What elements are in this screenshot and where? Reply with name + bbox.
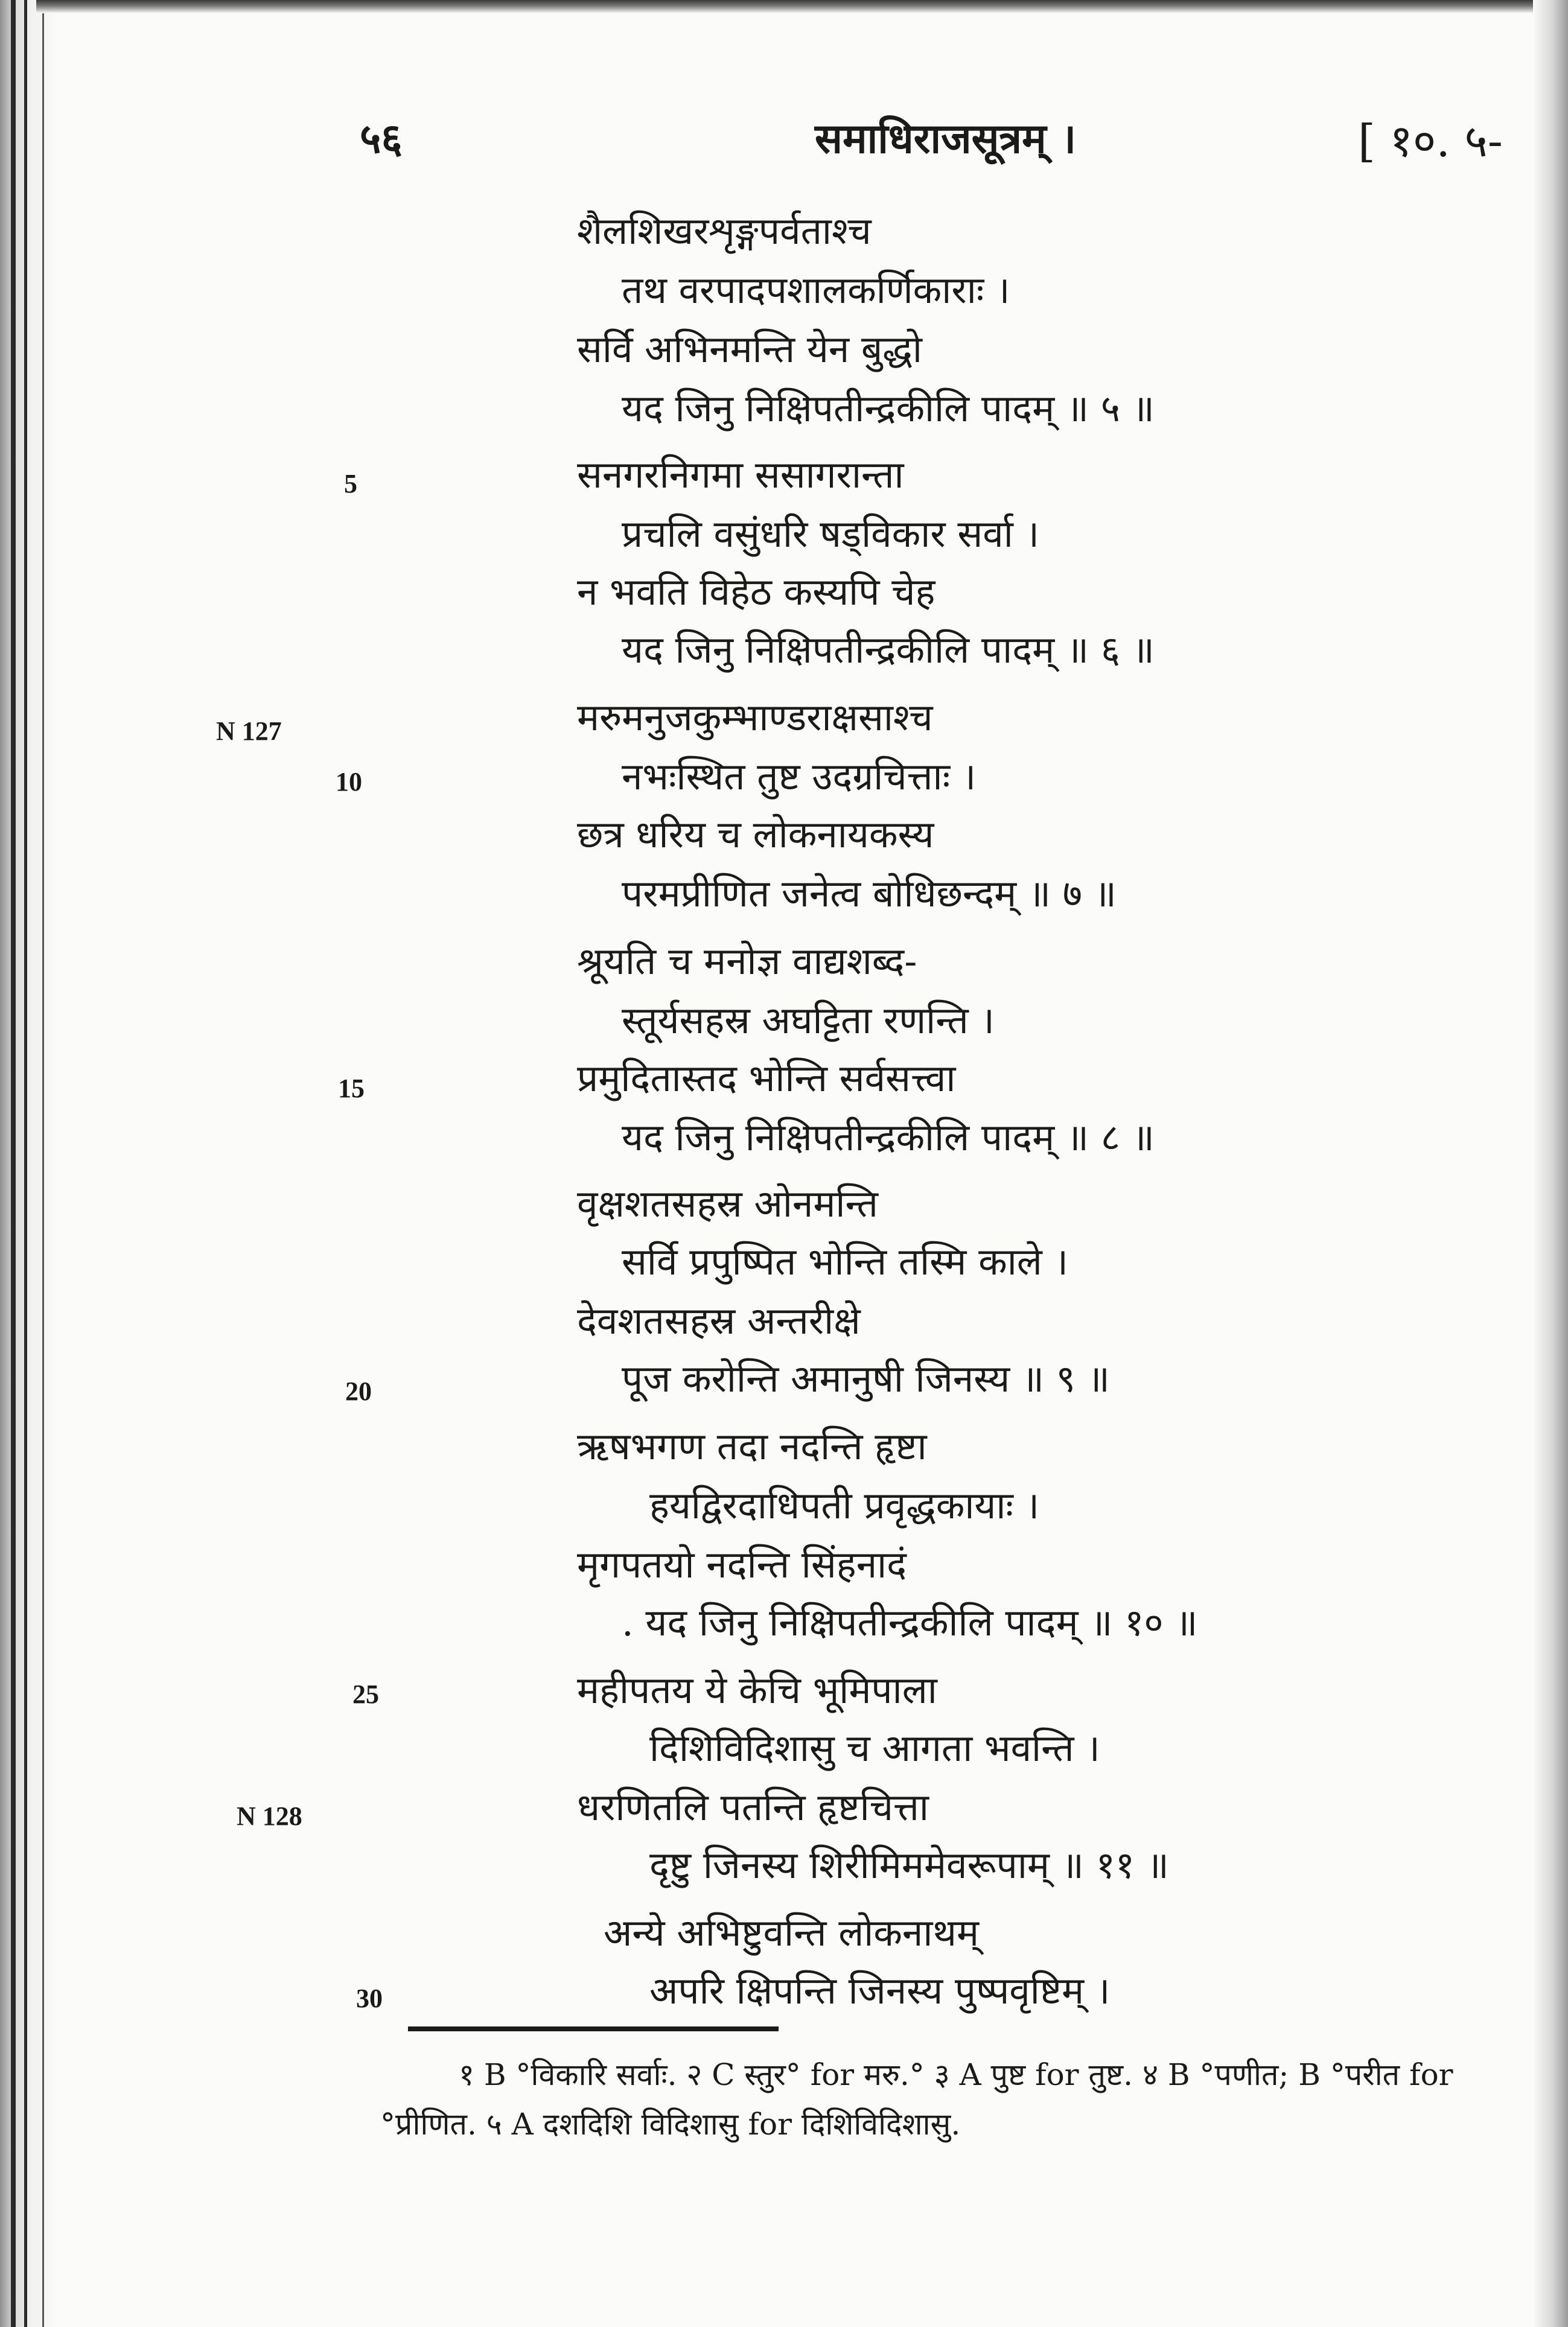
verse-line: तथ वरपादपशालकर्णिकाराः । — [622, 268, 1010, 312]
verse-line: सर्वि प्रपुष्पित भोन्ति तस्मि काले । — [622, 1240, 1068, 1284]
right-scan-edge — [1533, 0, 1568, 2327]
verse-line: सनगरनिगमा ससागरान्ता — [577, 453, 904, 497]
manuscript-folio-n128: N 128 — [237, 1801, 302, 1831]
verse-line: प्रमुदितास्तद भोन्ति सर्वसत्त्वा — [577, 1056, 956, 1100]
verse-line: यद जिनु निक्षिपतीन्द्रकीलि पादम् ॥ ६ ॥ — [622, 628, 1155, 672]
footnote-line: १ B °विकारि सर्वाः. २ C स्तुर° for मरु.° ३ A पुष्ट for तुष्ट. ४ B °पणीत; B °परीत for — [459, 2057, 1453, 2092]
verse-line: न भवति विहेठ कस्यपि चेह — [577, 570, 935, 614]
footnote-line: °प्रीणित. ५ A दशदिशि विदिशासु for दिशिविदिशासु. — [380, 2107, 961, 2142]
line-number-25: 25 — [352, 1679, 379, 1709]
verse-line: यद जिनु निक्षिपतीन्द्रकीलि पादम् ॥ ५ ॥ — [622, 386, 1155, 430]
binding-line — [42, 0, 44, 2327]
page-title: समाधिराजसूत्रम् । — [815, 115, 1077, 163]
line-number-20: 20 — [345, 1377, 372, 1406]
verse-line: सर्वि अभिनमन्ति येन बुद्धो — [577, 327, 922, 371]
manuscript-folio-n127: N 127 — [216, 716, 282, 746]
binding-line — [24, 0, 27, 2327]
verse-line: मृगपतयो नदन्ति सिंहनादं — [577, 1542, 907, 1587]
line-number-5: 5 — [344, 469, 357, 498]
binding-line — [11, 0, 16, 2327]
verse-line: धरणितलि पतन्ति हृष्टचित्ता — [577, 1785, 929, 1829]
verse-line: . यद जिनु निक्षिपतीन्द्रकीलि पादम् ॥ १० ॥ — [622, 1600, 1198, 1644]
verse-line: दृष्टु जिनस्य शिरीमिममेवरूपाम् ॥ ११ ॥ — [649, 1843, 1169, 1887]
verse-line: हयद्विरदाधिपती प्रवृद्धकायाः । — [649, 1483, 1040, 1527]
verse-line: नभःस्थित तुष्ट उदग्रचित्ताः । — [622, 754, 977, 798]
line-number-30: 30 — [356, 1984, 383, 2013]
verse-line: मरुमनुजकुम्भाण्डराक्षसाश्च — [577, 695, 933, 739]
verse-line: अपरि क्षिपन्ति जिनस्य पुष्पवृष्टिम् । — [649, 1969, 1111, 2013]
verse-line: श्रूयति च मनोज्ञ वाद्यशब्द- — [577, 939, 917, 983]
verse-line: छत्र धरिय च लोकनायकस्य — [577, 812, 934, 856]
verse-line: देवशतसहस्र अन्तरीक्षे — [577, 1299, 861, 1343]
verse-line: वृक्षशतसहस्र ओनमन्ति — [577, 1182, 878, 1226]
verse-line: पूज करोन्ति अमानुषी जिनस्य ॥ ९ ॥ — [622, 1357, 1110, 1401]
verse-line: यद जिनु निक्षिपतीन्द्रकीलि पादम् ॥ ८ ॥ — [622, 1115, 1155, 1159]
verse-line: स्तूर्यसहस्र अघट्टिता रणन्ति । — [622, 998, 995, 1042]
page-number: ५६ — [360, 115, 403, 163]
verse-line: ऋषभगण तदा नदन्ति हृष्टा — [577, 1424, 927, 1468]
verse-line: प्रचलि वसुंधरि षड्विकार सर्वा । — [622, 512, 1040, 556]
binding-shadow — [0, 0, 58, 2327]
top-scan-edge — [36, 0, 1533, 13]
verse-line: दिशिविदिशासु च आगता भवन्ति । — [649, 1726, 1100, 1770]
verse-line: महीपतय ये केचि भूमिपाला — [577, 1668, 937, 1712]
verse-line: अन्ये अभिष्टुवन्ति लोकनाथम् — [604, 1911, 980, 1955]
verse-line: परमप्रीणित जनेत्व बोधिछन्दम् ॥ ७ ॥ — [622, 871, 1117, 915]
section-reference: [ १०. ५- — [1358, 115, 1503, 167]
footnote-rule — [408, 2026, 779, 2031]
line-number-10: 10 — [336, 767, 362, 797]
line-number-15: 15 — [338, 1074, 365, 1103]
verse-line: शैलशिखरशृङ्गपर्वताश्च — [577, 209, 872, 253]
